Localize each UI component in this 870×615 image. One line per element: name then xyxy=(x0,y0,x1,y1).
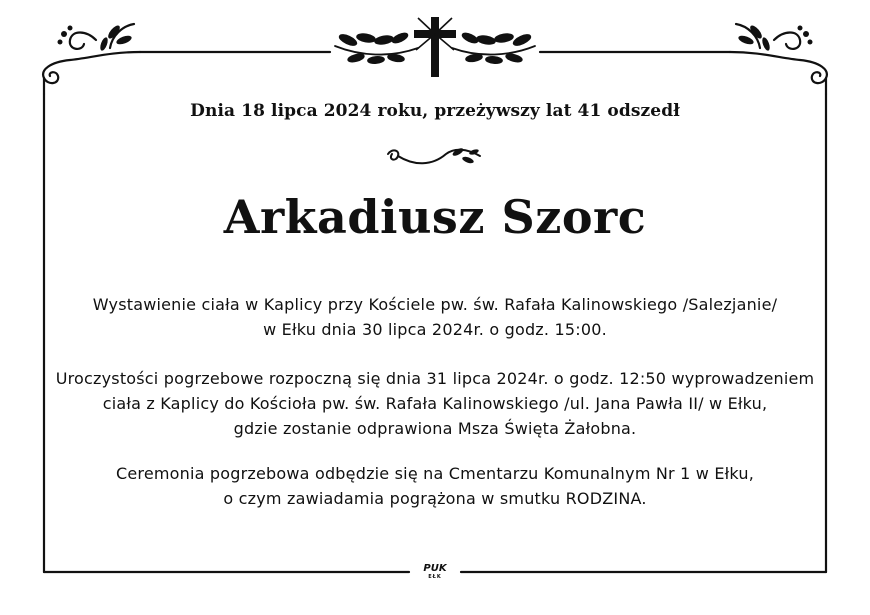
leaf-divider-icon xyxy=(384,142,486,172)
burial-paragraph xyxy=(40,461,830,511)
funeral-line: Uroczystości pogrzebowe rozpoczną się dnia 31 lipca 2024r. o godz. 12:50 wyprowadzeniem xyxy=(55,369,815,388)
left-leaves xyxy=(58,24,133,52)
cross-icon xyxy=(414,17,456,77)
funeral-line: gdzie zostanie odprawiona Msza Święta Żałobna. xyxy=(233,419,637,438)
burial-line: Ceremonia pogrzebowa odbędzie się na Cmentarzu Komunalnym Nr 1 w Ełku, xyxy=(115,464,755,483)
logo-sub: EŁK xyxy=(428,574,442,580)
death-date-line: Dnia 18 lipca 2024 roku, przeżywszy lat 41 odszedł xyxy=(190,101,680,121)
funeral-line: ciała z Kaplicy do Kościoła pw. św. Rafała Kalinowskiego /ul. Jana Pawła II/ w Ełku, xyxy=(102,394,768,413)
funeral-paragraph xyxy=(40,366,830,441)
right-corner-flourish xyxy=(730,24,827,94)
laurel-left xyxy=(335,32,418,64)
viewing-paragraph xyxy=(40,292,830,342)
laurel-right xyxy=(452,32,535,64)
puk-logo xyxy=(413,563,457,583)
logo-name: PUK xyxy=(423,563,447,574)
left-corner-flourish xyxy=(43,24,140,94)
viewing-line: Wystawienie ciała w Kaplicy przy Kościele pw. św. Rafała Kalinowskiego /Salezjanie/ xyxy=(92,295,778,314)
deceased-name: Arkadiusz Szorc xyxy=(223,190,647,244)
burial-line: o czym zawiadamia pogrążona w smutku RODZINA. xyxy=(223,489,647,508)
viewing-line: w Ełku dnia 30 lipca 2024r. o godz. 15:00. xyxy=(263,320,607,339)
